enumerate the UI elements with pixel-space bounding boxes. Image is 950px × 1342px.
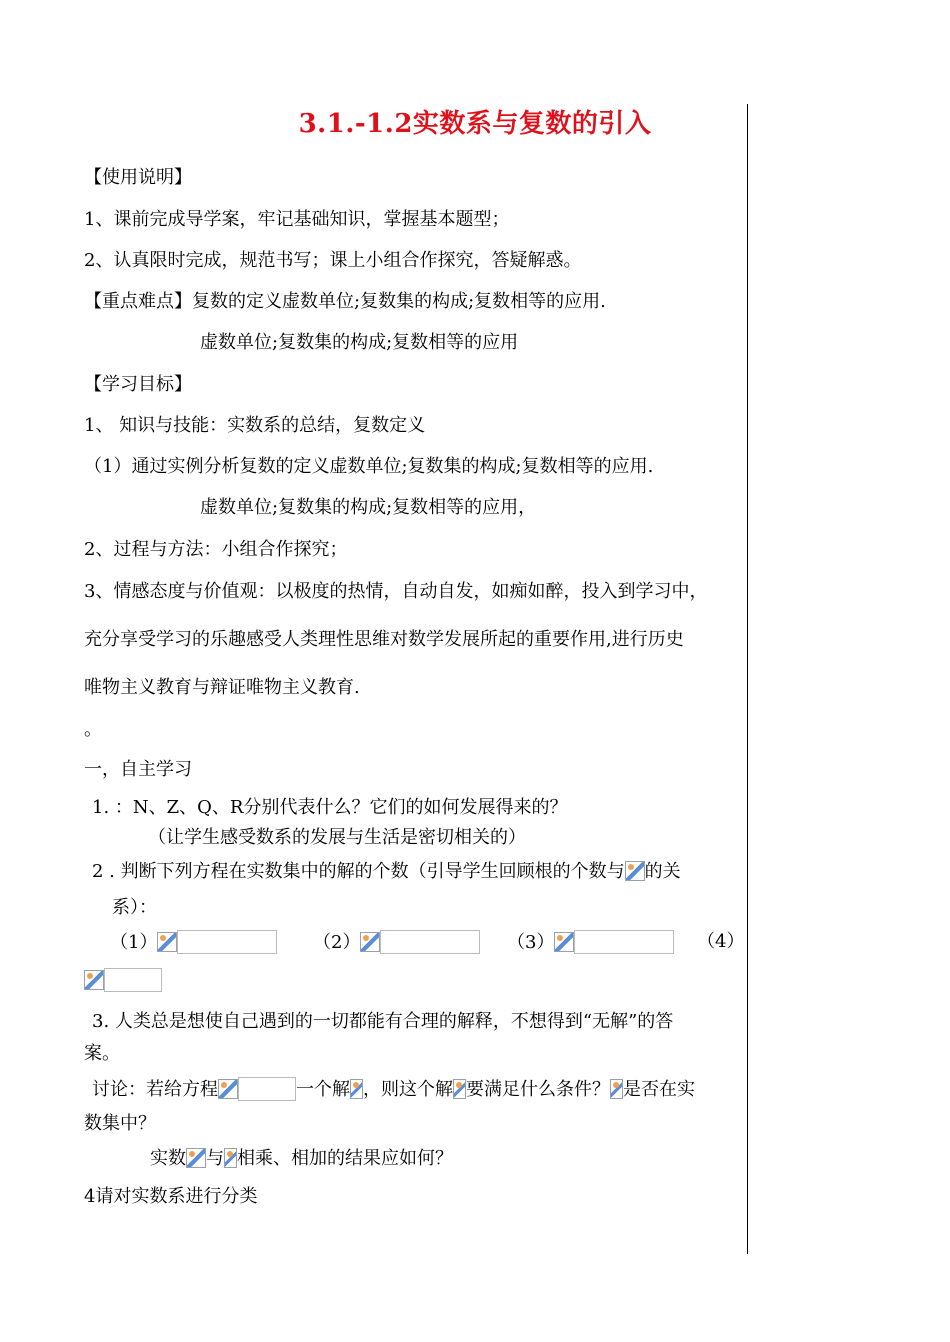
discussion-text-e: 是否在实 [623, 1079, 695, 1100]
self-study-heading: 一，自主学习 [84, 759, 192, 780]
question-1: 1. ：N、Z、Q、R分别代表什么？它们的如何发展得来的？ [92, 797, 568, 818]
equation-image-icon [218, 1079, 238, 1099]
equation-image-box [574, 930, 674, 954]
goal-3c: 唯物主义教育与辩证唯物主义教育. [84, 677, 360, 698]
discussion-text-c: ，则这个解 [363, 1079, 453, 1100]
period-mark: 。 [84, 719, 102, 740]
usage-line-2: 2、认真限时完成，规范书写；课上小组合作探究，答疑解惑。 [84, 250, 582, 271]
question-4: 4请对实数系进行分类 [84, 1186, 258, 1207]
real-number-line [150, 1147, 453, 1171]
usage-line-1: 1、课前完成导学案，牢记基础知识，掌握基本题型； [84, 209, 510, 230]
keypoints-text-2: 虚数单位;复数集的构成;复数相等的应用 [200, 332, 519, 353]
equation-option-4 [84, 968, 162, 993]
discussion-text-d: 要满足什么条件？ [466, 1079, 610, 1100]
real-text-b: 与 [206, 1148, 224, 1169]
question-3: 3. 人类总是想使自己遇到的一切都能有合理的解释，不想得到“无解”的答 [92, 1011, 674, 1032]
variable-image-icon [224, 1148, 237, 1168]
page-title: 3.1.-1.2实数系与复数的引入 [298, 109, 652, 139]
variable-image-icon [610, 1079, 623, 1099]
option-2-label: （2） [313, 932, 361, 953]
margin-line [747, 104, 748, 1254]
equation-option-2 [313, 930, 480, 955]
question-2-line [92, 860, 681, 884]
equation-option-3 [507, 930, 674, 955]
goal-2: 2、过程与方法：小组合作探究； [84, 539, 348, 560]
equation-image-box [238, 1077, 296, 1101]
equation-image-box [104, 968, 162, 992]
keypoints-heading: 【重点难点】 [84, 291, 192, 312]
formula-image-icon [625, 861, 645, 881]
question-2-cont: 系）： [112, 897, 157, 918]
equation-image-box [177, 930, 277, 954]
goal-1a: （1）通过实例分析复数的定义虚数单位;复数集的构成;复数相等的应用. [84, 456, 654, 477]
equation-image-icon [554, 932, 574, 952]
variable-image-icon [350, 1079, 363, 1099]
equation-image-icon [157, 932, 177, 952]
goal-1: 1、 知识与技能：实数系的总结，复数定义 [84, 415, 426, 436]
option-1-label: （1） [110, 932, 158, 953]
question-1-note: （让学生感受数系的发展与生活是密切相关的） [148, 827, 526, 848]
equation-image-icon [360, 932, 380, 952]
goal-3b: 充分享受学习的乐趣感受人类理性思维对数学发展所起的重要作用,进行历史 [84, 629, 684, 650]
option-4-label: （4） [697, 931, 745, 952]
discussion-line [92, 1077, 695, 1102]
real-text-c: 相乘、相加的结果应如何？ [237, 1148, 453, 1169]
question-2-text: 2 . 判断下列方程在实数集中的解的个数（引导学生回顾根的个数与 [92, 861, 625, 882]
discussion-text-a: 讨论：若给方程 [92, 1079, 218, 1100]
discussion-text-b: 一个解 [296, 1079, 350, 1100]
variable-image-icon [453, 1079, 466, 1099]
equation-option-1 [110, 930, 277, 955]
keypoints-line [84, 290, 606, 314]
question-2-text-end: 的关 [644, 861, 681, 882]
discussion-cont: 数集中？ [84, 1113, 156, 1134]
equation-image-box [380, 930, 480, 954]
equation-image-icon [84, 970, 104, 990]
variable-image-icon [186, 1148, 206, 1168]
option-3-label: （3） [507, 932, 555, 953]
real-text-a: 实数 [150, 1148, 186, 1169]
keypoints-text: 复数的定义虚数单位;复数集的构成;复数相等的应用. [192, 291, 606, 312]
goal-1b: 虚数单位;复数集的构成;复数相等的应用， [200, 497, 537, 518]
goal-3a: 3、情感态度与价值观：以极度的热情，自动自发，如痴如醉，投入到学习中， [84, 581, 708, 602]
usage-heading: 【使用说明】 [84, 167, 192, 188]
goals-heading: 【学习目标】 [84, 374, 192, 395]
question-3-cont: 案。 [84, 1043, 120, 1064]
